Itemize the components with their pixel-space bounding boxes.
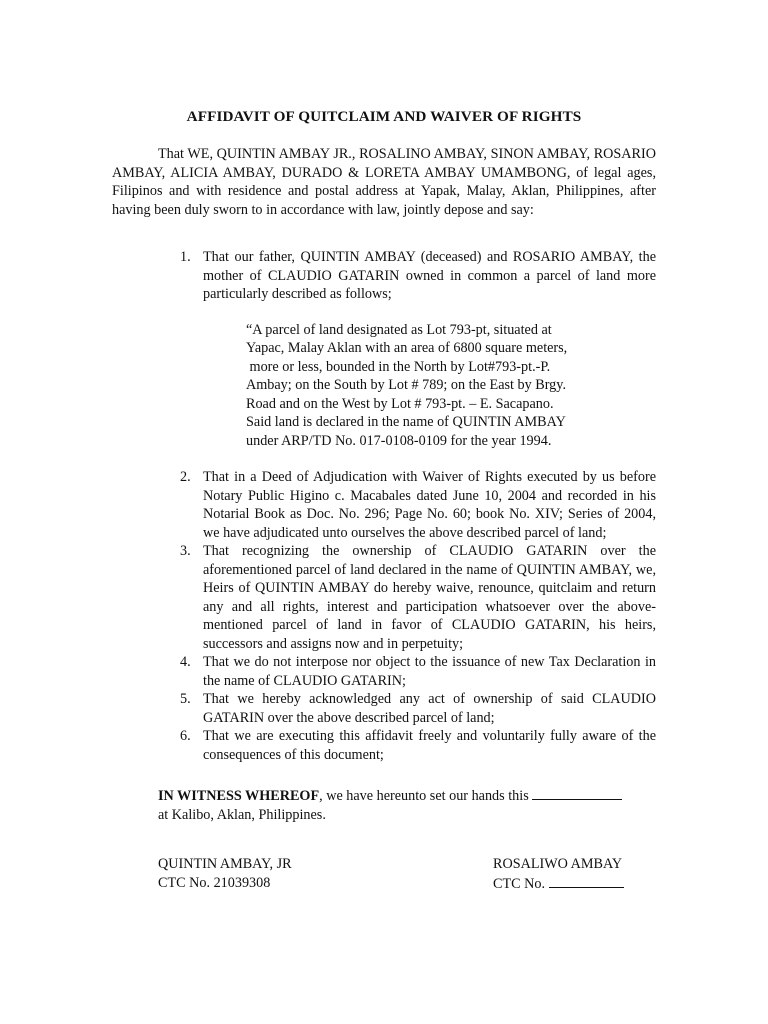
intro-text: That WE, QUINTIN AMBAY JR., ROSALINO AMBAY, SINON AMBAY, ROSARIO AMBAY, ALICIA AMBAY, DURADO & LORETA AMBAY UMAMBONG, of legal ages, Filipinos and with residence and postal address at Yapak, Malay, Aklan, Philippines, after having been duly sworn to in accordance with law, jointly depose and say: <box>112 146 656 218</box>
item-number: 4. <box>180 654 191 670</box>
list-item <box>180 727 656 764</box>
item-text: That we do not interpose nor object to the issuance of new Tax Declaration in the name of CLAUDIO GATARIN; <box>203 654 656 689</box>
list-item <box>180 690 656 727</box>
signatory-name: ROSALIWO AMBAY <box>493 856 623 872</box>
item-text: That in a Deed of Adjudication with Waiver of Rights executed by us before Notary Public Higino c. Macabales dated June 10, 2004 and recorded in his Notarial Book as Doc. No. 296; Page No. 60; book No. XIV; Series of 2004, we have adjudicated unto ourselves the above described parcel of land; <box>203 469 656 541</box>
quote-line: under ARP/TD No. 017-0108-0109 for the year 1994. <box>246 432 552 449</box>
list-item <box>180 468 656 542</box>
signatory-ctc: CTC No. <box>493 875 546 892</box>
signatory-ctc: CTC No. 21039308 <box>158 874 271 891</box>
numbered-list <box>180 248 656 764</box>
witness-text: , we have hereunto set our hands this <box>319 788 529 804</box>
list-item <box>180 542 656 653</box>
quote-line: Ambay; on the South by Lot # 789; on the East by Brgy. <box>246 377 566 393</box>
item-number: 3. <box>180 543 191 559</box>
quote-line: Road and on the West by Lot # 793-pt. – E. Sacapano. <box>246 395 554 412</box>
item-number: 2. <box>180 469 191 485</box>
quote-line: “A parcel of land designated as Lot 793-pt, situated at <box>246 321 552 338</box>
witness-lead: IN WITNESS WHEREOF <box>158 788 320 804</box>
item-number: 5. <box>180 691 191 707</box>
list-item <box>180 248 656 450</box>
signatory-block <box>158 855 292 892</box>
item-number: 6. <box>180 728 191 744</box>
ctc-blank-line <box>549 874 624 888</box>
item-text: That our father, QUINTIN AMBAY (deceased) and ROSARIO AMBAY, the mother of CLAUDIO GATARIN owned in common a parcel of land more particularly described as follows; <box>203 249 656 302</box>
list-item <box>180 653 656 690</box>
quote-line: more or less, bounded in the North by Lot#793-pt.-P. <box>246 358 551 375</box>
quote-line: Said land is declared in the name of QUINTIN AMBAY <box>246 414 566 430</box>
item-text: That recognizing the ownership of CLAUDIO GATARIN over the aforementioned parcel of land declared in the name of QUINTIN AMBAY, we, Heirs of QUINTIN AMBAY do hereby waive, renounce, quitclaim and return any and all rights, interest and participation whatsoever over the above-mentioned parcel of land in favor of CLAUDIO GATARIN, his heirs, successors and assigns now and in perpetuity; <box>203 543 656 652</box>
witness-clause <box>158 786 658 824</box>
signatory-block <box>493 855 624 893</box>
item-text: That we are executing this affidavit freely and voluntarily fully aware of the consequences of this document; <box>203 728 656 763</box>
intro-paragraph <box>112 145 656 219</box>
land-description-quote <box>246 321 606 451</box>
witness-place: at Kalibo, Aklan, Philippines. <box>158 806 326 823</box>
quote-line: Yapac, Malay Aklan with an area of 6800 square meters, <box>246 340 568 356</box>
signatory-name: QUINTIN AMBAY, JR <box>158 856 292 872</box>
document-title: AFFIDAVIT OF QUITCLAIM AND WAIVER OF RIGHTS <box>186 108 582 125</box>
date-blank-line <box>532 786 622 800</box>
item-text: That we hereby acknowledged any act of ownership of said CLAUDIO GATARIN over the above described parcel of land; <box>203 691 656 726</box>
item-number: 1. <box>180 249 191 265</box>
